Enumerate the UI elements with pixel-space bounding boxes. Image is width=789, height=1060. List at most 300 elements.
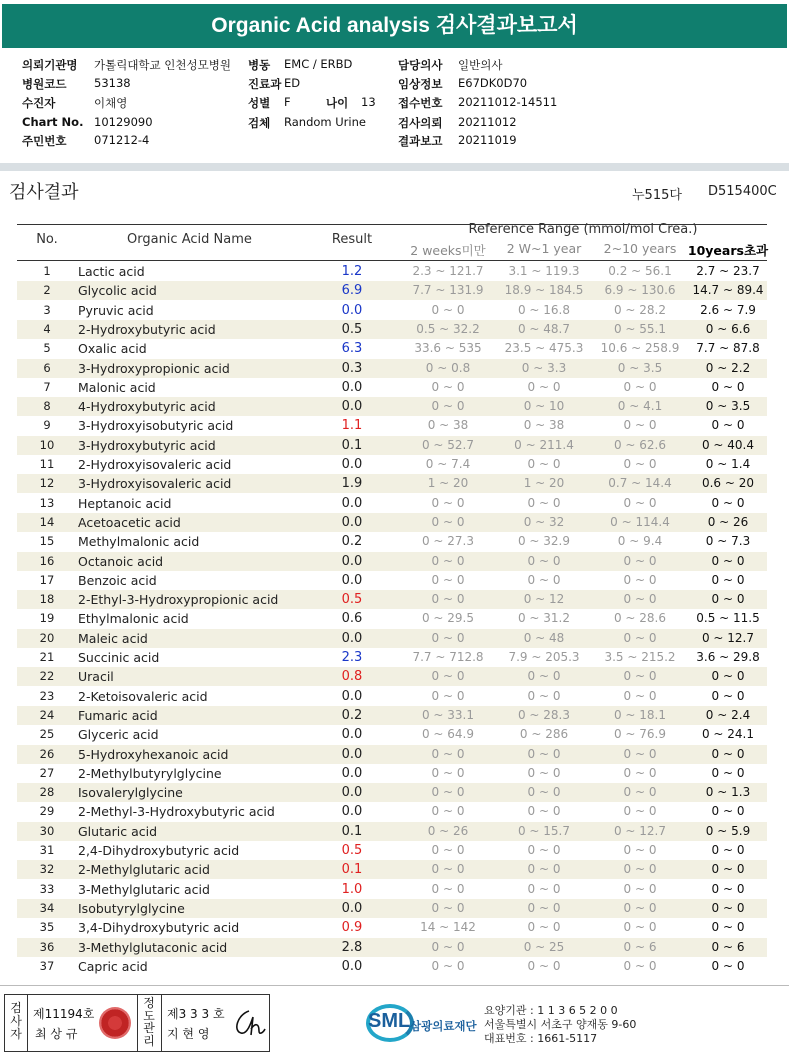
row-ref-2weeks: 2.3 ~ 121.7 [412,264,484,278]
row-result: 6.9 [341,283,363,299]
row-ref-2-10y: 0 ~ 0 [623,457,657,471]
row-acid-name: Succinic acid [78,650,160,665]
row-ref-2-10y: 0.7 ~ 14.4 [608,476,672,491]
row-ref-2w-1y: 0 ~ 16.8 [517,302,571,317]
row-ref-10y-plus: 0 ~ 6 [711,939,745,954]
row-ref-2weeks: 0 ~ 0 [431,843,465,857]
row-ref-2-10y: 0 ~ 0 [623,688,657,703]
row-acid-name: Pyruvic acid [78,302,154,318]
table-row [17,262,767,281]
row-ref-2weeks: 0 ~ 26 [427,823,469,838]
table-header-line [17,260,767,261]
row-ref-2-10y: 0 ~ 0 [623,553,657,568]
table-row [17,474,767,493]
row-ref-2weeks: 0 ~ 38 [427,418,469,433]
row-ref-10y-plus: 0 ~ 0 [711,746,745,761]
header-reference-range: Reference Range (mmol/mol Crea.) [468,222,698,237]
table-row [17,320,767,339]
row-ref-10y-plus: 0 ~ 0 [711,881,745,896]
row-ref-2w-1y: 0 ~ 0 [527,669,561,684]
row-result: 0.6 [341,611,363,627]
specimen-value: Random Urine [284,115,366,129]
row-result: 0.0 [341,302,363,318]
table-row [17,513,767,532]
row-no: 3 [43,302,51,317]
row-no: 36 [39,939,55,954]
row-result: 0.3 [341,360,363,376]
table-row [17,281,767,300]
row-ref-2-10y: 0 ~ 0 [623,572,657,587]
row-result: 0.0 [341,958,363,974]
row-result: 1.2 [341,264,363,279]
row-acid-name: 2-Ketoisovaleric acid [78,688,208,704]
row-ref-2weeks: 0 ~ 0 [431,746,465,761]
row-ref-2w-1y: 0 ~ 0 [527,572,561,587]
header-ref-2weeks: 2 weeks미만 [410,243,486,258]
tester-license: 제11194호 [33,1007,95,1021]
age-value: 13 [361,95,376,109]
table-row [17,957,767,976]
qc-name: 지 현 영 [167,1027,210,1041]
table-row [17,378,767,397]
row-no: 33 [39,881,55,896]
table-row [17,301,767,320]
row-ref-2weeks: 0 ~ 0.8 [425,360,471,375]
sml-logo [366,1000,496,1044]
table-row [17,745,767,764]
row-ref-10y-plus: 7.7 ~ 87.8 [696,341,760,356]
table-row [17,706,767,725]
row-acid-name: Benzoic acid [78,572,157,588]
table-row [17,397,767,416]
row-ref-2w-1y: 0 ~ 0 [527,379,561,394]
row-ref-2weeks: 0 ~ 0 [431,553,465,568]
row-ref-2w-1y: 18.9 ~ 184.5 [504,283,584,298]
row-result: 0.0 [341,553,363,569]
row-ref-2weeks: 0 ~ 7.4 [425,457,471,471]
row-no: 14 [39,514,55,529]
row-ref-10y-plus: 0 ~ 3.5 [705,399,751,414]
row-ref-2w-1y: 0 ~ 0 [527,457,561,471]
row-ref-2-10y: 0 ~ 62.6 [613,437,667,452]
row-ref-2-10y: 3.5 ~ 215.2 [604,650,676,664]
institution-label: 의뢰기관명 [22,58,78,72]
row-ref-2w-1y: 0 ~ 32.9 [517,534,571,549]
row-result: 0.1 [341,437,363,453]
row-ref-2w-1y: 0 ~ 0 [527,900,561,915]
row-result: 1.1 [341,418,363,434]
row-result: 0.1 [341,862,363,878]
row-ref-2-10y: 0 ~ 6 [623,939,657,954]
row-result: 0.0 [341,785,363,801]
row-ref-10y-plus: 0 ~ 6.6 [705,321,751,336]
row-ref-2-10y: 0 ~ 0 [623,592,657,607]
row-result: 0.8 [341,669,363,685]
row-acid-name: 2-Ethyl-3-Hydroxypropionic acid [78,592,279,608]
footer-divider [0,985,789,986]
table-row [17,494,767,513]
row-ref-2-10y: 0 ~ 0 [623,418,657,433]
row-ref-2-10y: 0 ~ 0 [623,765,657,780]
row-ref-2weeks: 0 ~ 52.7 [421,437,475,452]
row-acid-name: Glutaric acid [78,823,158,839]
row-acid-name: 3-Hydroxypropionic acid [78,360,230,376]
divider-band [0,163,789,171]
test-code: 누515다 [632,188,682,203]
row-ref-2-10y: 0 ~ 4.1 [617,399,663,414]
ward-label: 병동 [248,58,271,72]
row-result: 0.0 [341,900,363,916]
row-acid-name: 3-Hydroxyisobutyric acid [78,418,234,434]
row-no: 31 [39,843,55,857]
row-ref-2-10y: 10.6 ~ 258.9 [600,341,680,356]
row-ref-2-10y: 0 ~ 0 [623,862,657,877]
row-ref-10y-plus: 0 ~ 0 [711,958,745,973]
row-acid-name: Uracil [78,669,114,685]
row-no: 25 [39,727,55,742]
qc-label: 정도관리 [143,996,155,1048]
logo-name: 삼광의료재단 [410,1019,477,1033]
row-result: 0.0 [341,399,363,415]
row-no: 24 [39,707,55,722]
seal-stamp-icon [99,1007,131,1039]
row-acid-name: Glyceric acid [78,727,159,743]
lab-info [484,1004,636,1046]
row-ref-2w-1y: 0 ~ 10 [523,399,565,414]
row-ref-2weeks: 0 ~ 0 [431,862,465,877]
row-ref-2weeks: 0 ~ 0 [431,785,465,800]
row-ref-2w-1y: 0 ~ 32 [523,514,565,529]
row-ref-2w-1y: 0 ~ 286 [519,727,569,742]
row-no: 2 [43,283,51,298]
row-ref-10y-plus: 0 ~ 0 [711,592,745,607]
row-result: 1.0 [341,881,363,897]
row-ref-2-10y: 0 ~ 0 [623,804,657,819]
row-ref-2-10y: 0 ~ 0 [623,669,657,684]
row-ref-2weeks: 0 ~ 0 [431,495,465,510]
row-result: 0.0 [341,804,363,820]
sign-separator-1 [27,995,28,1051]
clinical-info-label: 임상정보 [398,77,443,91]
row-ref-10y-plus: 3.6 ~ 29.8 [696,650,760,664]
row-acid-name: Isobutyrylglycine [78,900,185,916]
row-no: 30 [39,823,55,838]
header-ref-10y-plus: 10years초과 [687,243,769,258]
row-no: 1 [43,264,51,278]
row-acid-name: 2-Hydroxyisovaleric acid [78,457,232,472]
row-ref-2w-1y: 0 ~ 0 [527,843,561,857]
table-row [17,667,767,686]
row-ref-2-10y: 0 ~ 0 [623,379,657,394]
clinical-info-value: E67DK0D70 [458,76,528,90]
row-ref-10y-plus: 0 ~ 12.7 [701,630,755,645]
section-title: 검사결과 [9,182,79,203]
row-ref-2-10y: 0.2 ~ 56.1 [608,264,672,278]
row-no: 17 [39,572,55,587]
ward-value: EMC / ERBD [284,57,353,71]
row-result: 2.3 [341,650,363,665]
table-row [17,841,767,860]
row-acid-name: 3,4-Dihydroxybutyric acid [78,920,240,936]
header-ref-2w-1y: 2 W~1 year [506,241,582,256]
row-ref-2weeks: 0 ~ 0 [431,765,465,780]
dept-label: 진료과 [248,77,282,91]
table-row [17,938,767,957]
row-acid-name: Octanoic acid [78,553,164,569]
row-ref-10y-plus: 0 ~ 1.3 [705,785,751,800]
patient-value: 이채영 [94,96,128,110]
row-acid-name: Ethylmalonic acid [78,611,189,627]
row-ref-2-10y: 0 ~ 76.9 [613,727,667,742]
row-ref-2w-1y: 0 ~ 211.4 [514,437,574,452]
table-row [17,359,767,378]
row-ref-2w-1y: 0 ~ 31.2 [517,611,571,626]
receipt-value: 20211012-14511 [458,95,558,109]
row-acid-name: 3-Hydroxyisovaleric acid [78,476,232,492]
row-result: 0.0 [341,379,363,395]
tester-label: 검사자 [10,1001,22,1041]
header-no: No. [36,232,58,247]
sign-separator-2 [137,995,138,1051]
row-ref-10y-plus: 0.6 ~ 20 [701,476,755,491]
row-ref-10y-plus: 0 ~ 1.4 [705,457,751,471]
test-id: D515400C [708,184,777,199]
row-ref-2w-1y: 0 ~ 0 [527,688,561,703]
row-ref-10y-plus: 0.5 ~ 11.5 [696,611,760,626]
row-ref-2-10y: 0 ~ 0 [623,630,657,645]
request-value: 20211012 [458,115,517,129]
row-ref-2weeks: 7.7 ~ 712.8 [412,650,484,664]
table-row [17,918,767,937]
row-result: 0.2 [341,707,363,723]
table-row [17,899,767,918]
row-result: 0.0 [341,457,363,472]
table-row [17,648,767,667]
row-ref-10y-plus: 14.7 ~ 89.4 [692,283,764,298]
row-no: 28 [39,785,55,800]
resident-label: 주민번호 [22,134,67,148]
row-ref-2-10y: 0 ~ 12.7 [613,823,667,838]
row-ref-2-10y: 0 ~ 0 [623,843,657,857]
doctor-value: 일반의사 [458,58,503,72]
row-ref-10y-plus: 0 ~ 0 [711,862,745,877]
row-ref-10y-plus: 0 ~ 0 [711,669,745,684]
row-ref-10y-plus: 2.6 ~ 7.9 [700,302,756,317]
row-result: 0.5 [341,321,363,337]
row-ref-2w-1y: 1 ~ 20 [523,476,565,491]
specimen-label: 검체 [248,116,271,130]
row-ref-10y-plus: 0 ~ 0 [711,553,745,568]
row-ref-2-10y: 0 ~ 0 [623,920,657,935]
table-row [17,455,767,474]
table-row [17,609,767,628]
row-ref-2w-1y: 0 ~ 0 [527,881,561,896]
row-ref-2w-1y: 0 ~ 0 [527,746,561,761]
table-row [17,532,767,551]
row-result: 0.0 [341,746,363,762]
row-no: 9 [43,418,51,433]
row-acid-name: Capric acid [78,958,148,974]
logo-abbr: SML [368,1010,411,1032]
row-ref-2weeks: 0 ~ 0 [431,669,465,684]
row-ref-2-10y: 0 ~ 3.5 [617,360,663,375]
signature-icon [227,1005,267,1041]
sign-separator-3 [161,995,162,1051]
row-ref-2w-1y: 7.9 ~ 205.3 [508,650,580,664]
table-row [17,725,767,744]
institution-value: 가톨릭대학교 인천성모병원 [94,58,231,72]
row-acid-name: 4-Hydroxybutyric acid [78,399,216,415]
qc-license: 제3 3 3 호 [167,1007,225,1021]
row-ref-2-10y: 0 ~ 0 [623,495,657,510]
row-ref-2-10y: 0 ~ 0 [623,900,657,915]
report-title: Organic Acid analysis 검사결과보고서 [2,4,787,48]
row-ref-2-10y: 0 ~ 18.1 [613,707,667,722]
row-acid-name: Lactic acid [78,264,145,279]
row-ref-10y-plus: 0 ~ 0 [711,765,745,780]
row-acid-name: 2-Hydroxybutyric acid [78,321,216,337]
row-no: 7 [43,379,51,394]
lab-phone: 대표번호 : 1661-5117 [484,1032,598,1045]
resident-value: 071212-4 [94,133,150,147]
row-ref-2-10y: 0 ~ 114.4 [610,514,670,529]
row-ref-10y-plus: 0 ~ 26 [707,514,749,529]
receipt-label: 접수번호 [398,96,443,110]
row-acid-name: 3-Methylglutaric acid [78,881,210,897]
row-ref-2weeks: 0 ~ 27.3 [421,534,475,549]
table-row [17,802,767,821]
row-ref-2w-1y: 0 ~ 3.3 [521,360,567,375]
row-result: 0.5 [341,843,363,858]
row-acid-name: 2,4-Dihydroxybutyric acid [78,843,240,858]
row-ref-2-10y: 0 ~ 28.6 [613,611,667,626]
row-ref-2weeks: 14 ~ 142 [420,920,476,935]
sex-label: 성별 [248,96,271,110]
header-ref-2-10y: 2~10 years [603,241,677,256]
row-ref-10y-plus: 0 ~ 2.4 [705,707,751,722]
row-ref-2weeks: 0 ~ 0 [431,592,465,607]
table-row [17,416,767,435]
row-ref-2weeks: 0 ~ 29.5 [421,611,475,626]
request-label: 검사의뢰 [398,116,443,130]
row-ref-2w-1y: 0 ~ 12 [523,592,565,607]
row-ref-10y-plus: 0 ~ 0 [711,495,745,510]
row-ref-10y-plus: 0 ~ 0 [711,804,745,819]
row-result: 0.0 [341,572,363,588]
row-ref-10y-plus: 0 ~ 0 [711,572,745,587]
row-ref-2weeks: 0 ~ 0 [431,939,465,954]
row-no: 6 [43,360,51,375]
row-result: 0.0 [341,514,363,530]
row-no: 23 [39,688,55,703]
row-ref-2-10y: 0 ~ 55.1 [613,321,667,336]
row-result: 0.0 [341,765,363,781]
table-row [17,571,767,590]
patient-info [22,57,782,152]
row-ref-2-10y: 0 ~ 0 [623,881,657,896]
row-acid-name: Maleic acid [78,630,148,646]
table-row [17,764,767,783]
row-ref-10y-plus: 0 ~ 0 [711,900,745,915]
table-row [17,629,767,648]
row-ref-2weeks: 0 ~ 0 [431,804,465,819]
table-row [17,880,767,899]
chart-value: 10129090 [94,115,153,129]
row-ref-2-10y: 0 ~ 0 [623,958,657,973]
row-acid-name: 2-Methylbutyrylglycine [78,765,222,781]
row-acid-name: 2-Methyl-3-Hydroxybutyric acid [78,804,275,820]
row-acid-name: Oxalic acid [78,341,147,357]
hospital-code-value: 53138 [94,76,131,90]
row-ref-2weeks: 0 ~ 33.1 [421,707,475,722]
lab-code: 요양기관 : 1 1 3 6 5 2 0 0 [484,1004,618,1017]
row-no: 19 [39,611,55,626]
row-no: 10 [39,437,55,452]
table-row [17,339,767,358]
row-no: 32 [39,862,55,877]
report-date-value: 20211019 [458,133,517,147]
row-ref-10y-plus: 0 ~ 40.4 [701,437,755,452]
row-result: 0.0 [341,495,363,511]
header-result: Result [331,232,373,247]
row-ref-2w-1y: 0 ~ 0 [527,958,561,973]
row-ref-2-10y: 0 ~ 0 [623,746,657,761]
row-acid-name: 3-Hydroxybutyric acid [78,437,216,453]
row-ref-2weeks: 0 ~ 0 [431,630,465,645]
row-ref-2weeks: 0 ~ 0 [431,514,465,529]
row-no: 16 [39,553,55,568]
row-no: 20 [39,630,55,645]
row-ref-2w-1y: 0 ~ 48 [523,630,565,645]
signature-box [4,994,270,1052]
row-ref-2w-1y: 0 ~ 0 [527,765,561,780]
row-ref-2weeks: 0 ~ 0 [431,302,465,317]
row-no: 8 [43,399,51,414]
table-row [17,436,767,455]
table-row [17,822,767,841]
row-ref-2w-1y: 0 ~ 15.7 [517,823,571,838]
row-no: 4 [43,321,51,336]
row-result: 0.1 [341,823,363,839]
row-ref-10y-plus: 0 ~ 0 [711,418,745,433]
row-ref-2w-1y: 0 ~ 0 [527,495,561,510]
row-acid-name: Methylmalonic acid [78,534,200,550]
row-ref-2weeks: 7.7 ~ 131.9 [412,283,484,298]
row-result: 0.2 [341,534,363,550]
row-ref-2weeks: 0 ~ 0 [431,958,465,973]
row-ref-10y-plus: 0 ~ 0 [711,920,745,935]
sex-value: F [284,95,291,109]
row-result: 1.9 [341,476,363,492]
row-result: 0.0 [341,630,363,646]
header-name: Organic Acid Name [127,232,252,247]
row-ref-2weeks: 33.6 ~ 535 [414,341,482,356]
row-no: 34 [39,900,55,915]
table-row [17,687,767,706]
row-no: 35 [39,920,55,935]
table-row [17,590,767,609]
row-ref-2weeks: 0 ~ 64.9 [421,727,475,742]
row-no: 29 [39,804,55,819]
row-result: 0.0 [341,727,363,743]
row-acid-name: Heptanoic acid [78,495,172,511]
row-no: 22 [39,669,55,684]
row-no: 13 [39,495,55,510]
row-ref-10y-plus: 0 ~ 0 [711,379,745,394]
row-acid-name: 5-Hydroxyhexanoic acid [78,746,229,762]
dept-value: ED [284,76,301,90]
row-no: 27 [39,765,55,780]
